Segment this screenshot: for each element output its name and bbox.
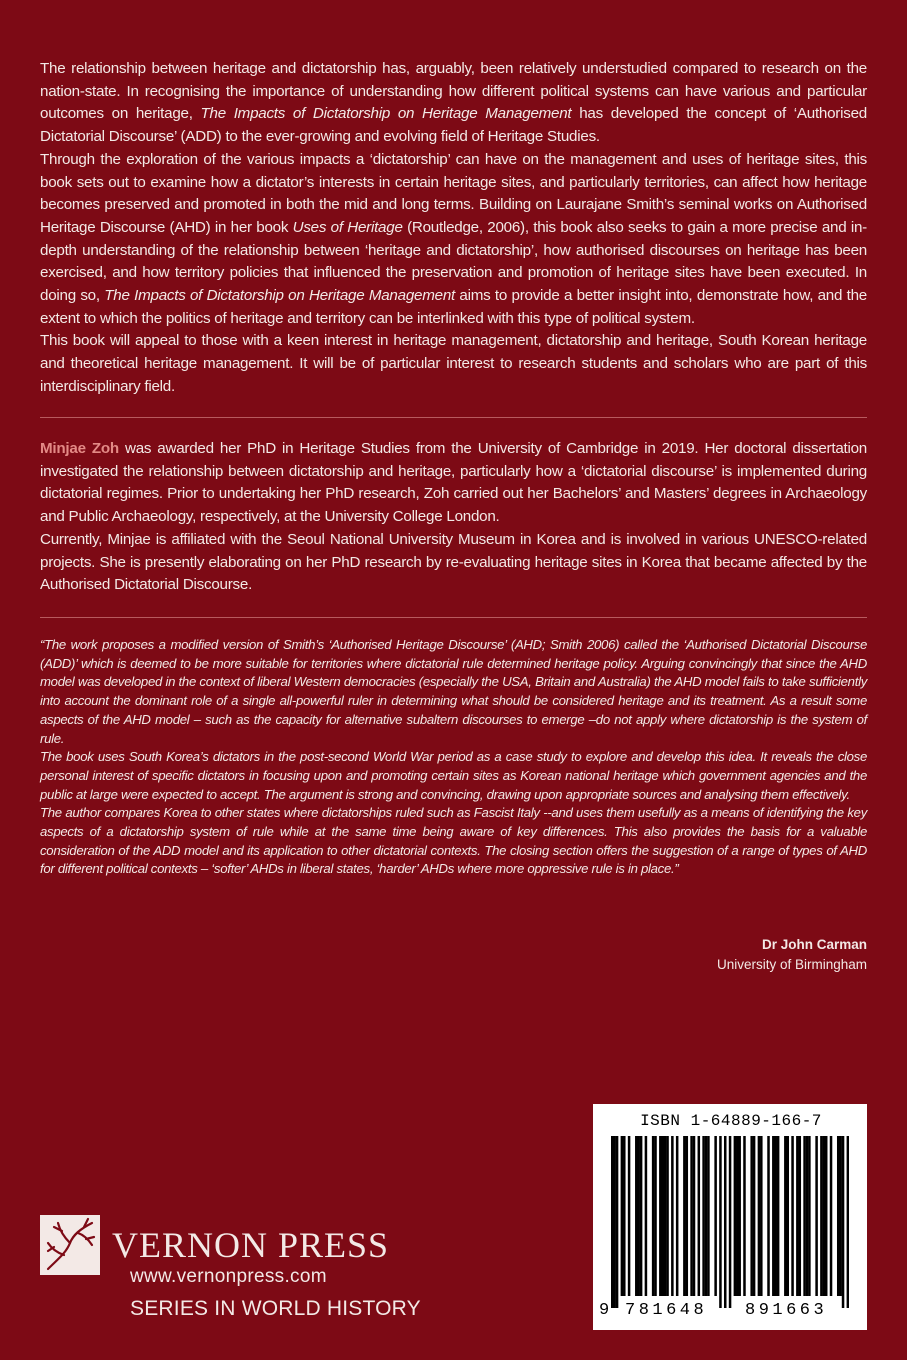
book-blurb xyxy=(40,58,867,399)
barcode-bar xyxy=(623,1136,626,1296)
barcode-bar xyxy=(621,1136,624,1296)
barcode-bar xyxy=(791,1136,794,1296)
barcode-bars xyxy=(611,1136,849,1308)
barcode-bar xyxy=(777,1136,780,1296)
author-bio xyxy=(40,438,867,597)
barcode-bar xyxy=(774,1136,777,1296)
book-title: The Impacts of Dictatorship on Heritage Management xyxy=(104,287,455,305)
barcode-bar xyxy=(707,1136,710,1296)
barcode-bar xyxy=(666,1136,669,1296)
barcode-bar xyxy=(705,1136,708,1296)
barcode-bar xyxy=(799,1136,802,1296)
barcode-bar xyxy=(820,1136,823,1296)
blurb-paragraph-3: This book will appeal to those with a keen interest in heritage management, dictatorship and heritage, South Korean heritage and theoretical heritage management. It will be of particular interest to research students and scholars who are part of this interdisciplinary field. xyxy=(40,332,867,395)
barcode-bar xyxy=(654,1136,657,1296)
publisher-name: VERNON PRESS xyxy=(112,1225,390,1265)
series-name: SERIES IN WORLD HISTORY xyxy=(130,1297,421,1320)
author-bio-paragraph-1: Minjae Zoh was awarded her PhD in Heritage Studies from the University of Cambridge in 2019. Her doctoral dissertation investigated the relationship between dictatorship and heritage, particularly how a ‘dictatorial discourse’ is implemented during dictatorial regimes. Prior to undertaking her PhD research, Zoh carried out her Bachelors’ and Masters’ degrees in Archaeology and Public Archaeology, respectively, at the University College London. xyxy=(40,440,868,526)
blurb-paragraph-2: Through the exploration of the various impacts a ‘dictatorship’ can have on the management and uses of heritage sites, this book sets out to examine how a dictator’s interests in certain heritage sites, and particularly territories, can affect how heritage becomes preserved and promoted in both the mid and long terms. Building on Laurajane Smith’s seminal works on Authorised Heritage Discourse (AHD) in her book Uses of Heritage (Routledge, 2006), this book also seeks to gain a more precise and in-depth understanding of the relationship between ‘heritage and dictatorship’, how authorised discourses on heritage has been exercised, and how territory policies that influenced the preservation and promotion of heritage sites have been executed. In doing so, The Impacts of Dictatorship on Heritage Management aims to provide a better insight into, demonstrate how, and the extent to which the politics of heritage and territory can be interlinked with this type of political system. xyxy=(40,150,867,327)
barcode-bar xyxy=(786,1136,789,1296)
barcode-bar xyxy=(758,1136,761,1296)
blurb-paragraph-1: The relationship between heritage and dictatorship has, arguably, been relatively understudied compared to research on the nation-state. In recognising the importance of understanding how different political systems can have various and particular outcomes on heritage, The Impacts of Dictatorship on Heritage Management has developed the concept of ‘Authorised Dictatorial Discourse’ (ADD) to the ever-growing and evolving field of Heritage Studies. xyxy=(40,60,867,146)
barcode-bar xyxy=(760,1136,763,1296)
barcode-bar xyxy=(664,1136,667,1296)
barcode-bar xyxy=(772,1136,775,1296)
barcode-bar xyxy=(808,1136,811,1296)
barcode-bar xyxy=(743,1136,746,1296)
barcode-bar xyxy=(803,1136,806,1296)
barcode-bar xyxy=(734,1136,737,1296)
author-bio-paragraph-2: Currently, Minjae is affiliated with the Seoul National University Museum in Korea and is involved in various UNESCO-related projects. She is presently elaborating on her PhD research by re-evaluating heritage sites in Korea that became affected by the Authorised Dictatorial Discourse. xyxy=(40,530,867,594)
barcode-bar xyxy=(806,1136,809,1296)
barcode-bar xyxy=(637,1136,640,1296)
barcode-bar xyxy=(645,1136,648,1296)
barcode-bar xyxy=(847,1136,849,1308)
review-quote xyxy=(40,636,867,879)
barcode-bar xyxy=(693,1136,696,1296)
review-paragraph-3: The author compares Korea to other states where dictatorships ruled such as Fascist Italy --and uses them usefully as a means of identifying the key aspects of a dictatorship system of rule while at the same time being aware of key differences. This also provides the basis for a valuable consideration of the ADD model and its application to other dictatorial contexts. The closing section offers the suggestion of a range of types of AHD for different political contexts – ‘softer’ AHDs in liberal states, ‘harder’ AHDs where more oppressive rule is in place.” xyxy=(40,805,867,877)
barcode-bar xyxy=(784,1136,787,1296)
barcode-bar xyxy=(738,1136,741,1296)
reviewer-affiliation: University of Birmingham xyxy=(716,957,867,972)
section-divider xyxy=(40,617,867,618)
barcode-bar xyxy=(830,1136,833,1296)
cited-book-title: Uses of Heritage xyxy=(292,218,403,236)
barcode-bar xyxy=(837,1136,840,1296)
barcode-bar xyxy=(796,1136,799,1296)
isbn-label: ISBN 1-64889-166-7 xyxy=(640,1112,822,1130)
barcode-bar xyxy=(690,1136,693,1296)
barcode-bar xyxy=(676,1136,679,1296)
barcode-bar xyxy=(628,1136,631,1296)
barcode-bar xyxy=(702,1136,705,1296)
reviewer-name: Dr John Carman xyxy=(761,937,867,952)
barcode-bar xyxy=(611,1136,614,1308)
tree-branch-icon xyxy=(40,1215,100,1275)
reviewer-credit xyxy=(717,935,867,975)
barcode-bar xyxy=(671,1136,674,1296)
barcode-bar xyxy=(815,1136,818,1296)
review-paragraph-1: “The work proposes a modified version of Smith’s ‘Authorised Heritage Discourse’ (AHD; Smith 2006) called the ‘Authorised Dictatorial Discourse (ADD)’ which is deemed to be more suitable for territories where dictatorial rule determined heritage policy. Arguing convincingly that since the AHD model was developed in the context of liberal Western democracies (especially the USA, Britain and Australia) the AHD model fails to take sufficiently into account the dominant role of a single all-powerful ruler in determining what should be considered heritage and its treatment. As a result some aspects of the AHD model – such as the capacity for alternative subaltern discourses to emerge –do not apply where dictatorship is the system of rule. xyxy=(40,637,867,746)
barcode-digit-first: 9 xyxy=(599,1301,610,1320)
barcode-bar xyxy=(750,1136,753,1296)
publisher-url: www.vernonpress.com xyxy=(130,1266,327,1287)
barcode-bar xyxy=(825,1136,828,1296)
barcode-bar xyxy=(753,1136,756,1296)
barcode-digits-left: 781648 xyxy=(625,1301,708,1320)
section-divider xyxy=(40,417,867,418)
barcode-bar xyxy=(635,1136,638,1296)
barcode-bar xyxy=(839,1136,842,1296)
barcode-bar xyxy=(714,1136,717,1296)
barcode-bar xyxy=(616,1136,619,1308)
barcode-bar xyxy=(724,1136,727,1308)
barcode-bar xyxy=(640,1136,643,1296)
isbn-barcode xyxy=(593,1104,867,1330)
barcode-bar xyxy=(661,1136,664,1296)
barcode-bar xyxy=(736,1136,739,1296)
barcode-bar xyxy=(652,1136,655,1296)
barcode-bar xyxy=(729,1136,732,1308)
barcode-bar xyxy=(698,1136,701,1296)
barcode-bar xyxy=(686,1136,689,1296)
barcode-bar xyxy=(719,1136,722,1308)
barcode-bar xyxy=(659,1136,662,1296)
review-paragraph-2: The book uses South Korea’s dictators in the post-second World War period as a case study to explore and develop this idea. It reveals the close personal interest of specific dictators in focusing upon and promoting certain sites as Korean national heritage which government agencies and the public at large were expected to accept. The argument is strong and convincing, drawing upon appropriate sources and analysing them effectively. xyxy=(40,749,867,802)
barcode-bar xyxy=(613,1136,616,1308)
barcode-bar xyxy=(683,1136,686,1296)
barcode-bar xyxy=(767,1136,770,1296)
barcode-bar xyxy=(823,1136,826,1296)
barcode-digits-right: 891663 xyxy=(745,1301,828,1320)
author-name: Minjae Zoh xyxy=(40,440,119,457)
barcode-bar xyxy=(842,1136,845,1308)
book-title: The Impacts of Dictatorship on Heritage Management xyxy=(200,105,572,123)
